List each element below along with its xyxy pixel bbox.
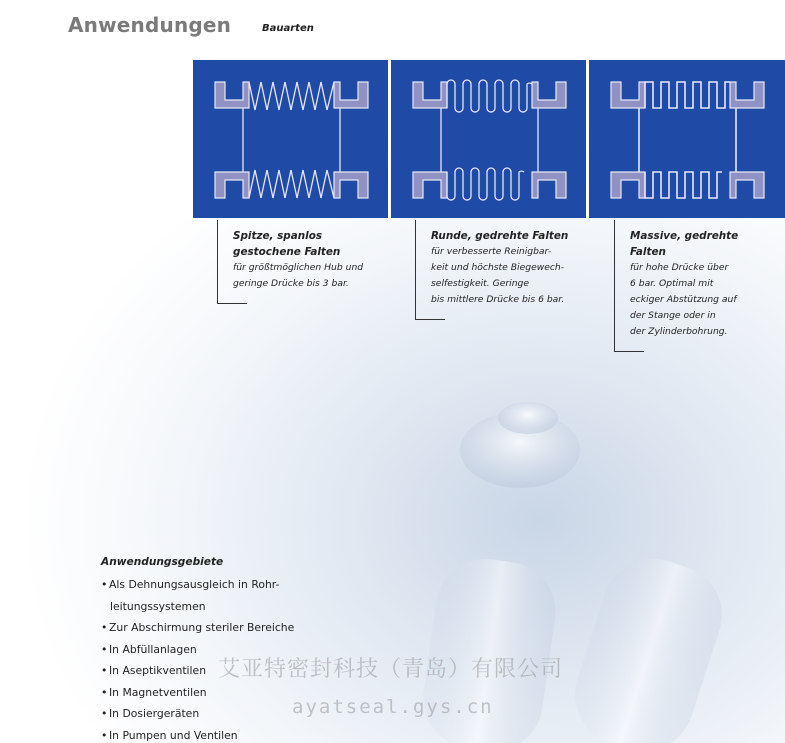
bellows-diagram-round [391,60,588,218]
caption-body: bis mittlere Drücke bis 6 bar. [431,294,565,305]
watermark-company: 艾亚特密封科技（青岛）有限公司 [218,657,564,682]
list-item-text: Als Dehnungsausgleich in Rohr- [109,578,280,591]
caption-body: eckiger Abstützung auf [630,294,737,305]
list-item-text-cont: leitungssystemen [110,599,206,613]
caption-title: Spitze, spanlos [233,230,323,242]
bullet-icon: • [101,578,108,591]
list-item-text: In Abfüllanlagen [109,642,197,656]
list-item-text: Zur Abschirmung steriler Bereiche [109,621,295,634]
watermark-domain: ayatseal.gys.cn [292,696,494,718]
bullet-icon: • [101,728,108,742]
list-item-text: In Aseptikventilen [109,664,207,677]
caption-body: für hohe Drücke über [630,262,729,273]
applications-title: Anwendungsgebiete [101,556,224,568]
caption-pointed [233,228,363,292]
caption-body: selfestigkeit. Geringe [431,278,530,289]
caption-body: der Zylinderbohrung. [630,326,728,337]
caption-massive [630,228,738,340]
caption-body: für verbesserte Reinigbar- [431,246,552,257]
caption-body: der Stange oder in [630,310,716,321]
caption-title: Massive, gedrehte [630,230,739,242]
caption-title: gestochene Falten [233,246,341,258]
caption-title: Runde, gedrehte Falten [431,230,569,242]
caption-body: für größtmöglichen Hub und [233,262,364,273]
list-item-text: In Magnetventilen [109,685,207,699]
bullet-icon: • [101,621,108,634]
caption-body: keit und höchste Biegewech- [431,262,565,273]
list-item-text: In Pumpen und Ventilen [109,728,238,742]
bullet-icon: • [101,685,108,699]
list-item [101,574,294,617]
caption-body: geringe Drücke bis 3 bar. [233,278,349,289]
list-item [101,725,294,743]
caption-body: 6 bar. Optimal mit [630,278,714,289]
bellows-diagram-massive [589,60,785,218]
section-label: Bauarten [262,23,314,34]
bellows-diagram-pointed [193,60,390,218]
bullet-icon: • [101,664,108,677]
caption-title: Falten [630,246,666,258]
list-item [101,703,294,725]
list-item [101,682,294,704]
bullet-icon: • [101,707,108,720]
bullet-icon: • [101,642,108,656]
list-item [101,617,294,639]
page-title: Anwendungen [68,13,232,37]
caption-round [431,228,568,308]
list-item-text: In Dosiergeräten [109,707,200,720]
